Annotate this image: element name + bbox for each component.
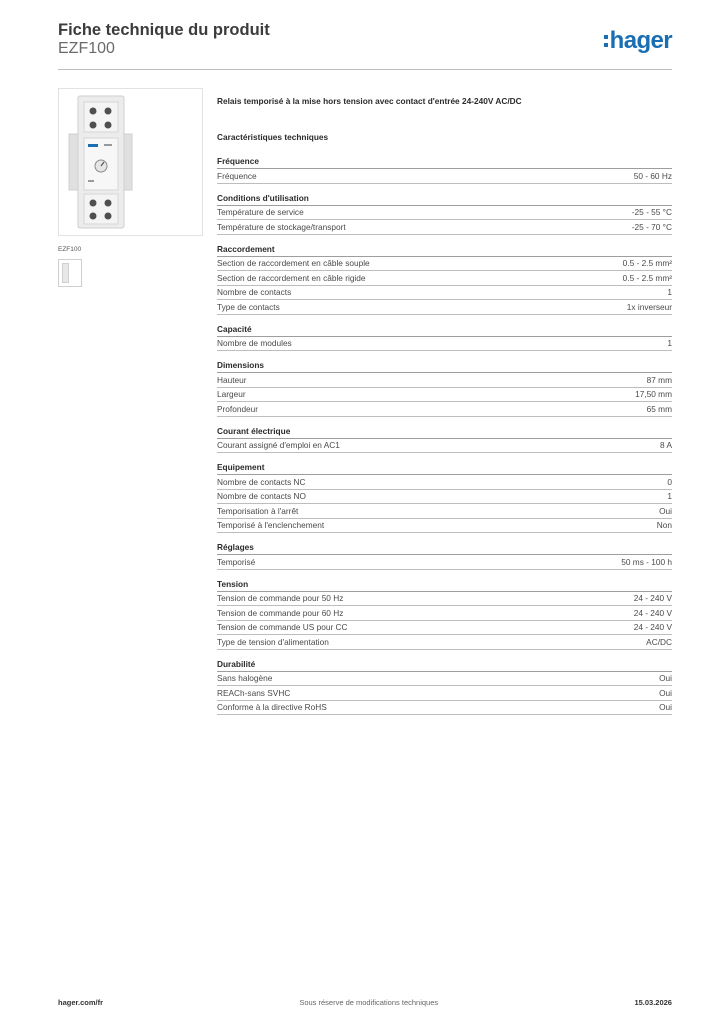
spec-row <box>217 701 672 716</box>
page-footer <box>58 998 672 1007</box>
spec-value: 1 <box>667 287 672 298</box>
spec-label: Nombre de contacts <box>217 287 292 298</box>
spec-row <box>217 206 672 221</box>
spec-value: 0.5 - 2.5 mm² <box>622 272 672 283</box>
logo-colon-icon <box>604 35 608 47</box>
spec-value: 1x inverseur <box>626 301 672 312</box>
spec-value: 24 - 240 V <box>633 607 672 618</box>
spec-row <box>217 606 672 621</box>
spec-label: Température de stockage/transport <box>217 221 346 232</box>
spec-label: Température de service <box>217 207 304 218</box>
product-image-column <box>58 88 201 287</box>
spec-value: 1 <box>667 491 672 502</box>
image-thumbnail[interactable] <box>58 259 82 287</box>
section-title: Equipement <box>217 462 672 475</box>
section-title: Courant électrique <box>217 426 672 439</box>
footer-date: 15.03.2026 <box>634 998 672 1007</box>
spec-label: Profondeur <box>217 403 259 414</box>
spec-label: Hauteur <box>217 374 247 385</box>
spec-value: Oui <box>659 505 672 516</box>
spec-label: Type de tension d'alimentation <box>217 636 329 647</box>
spec-value: 17,50 mm <box>635 389 672 400</box>
spec-label: Fréquence <box>217 170 257 181</box>
footer-website[interactable]: hager.com/fr <box>58 998 104 1007</box>
spec-label: REACh-sans SVHC <box>217 687 291 698</box>
spec-label: Temporisation à l'arrêt <box>217 505 299 516</box>
spec-section <box>217 542 672 570</box>
spec-row <box>217 686 672 701</box>
spec-value: Non <box>656 520 672 531</box>
section-title: Réglages <box>217 542 672 555</box>
spec-row <box>217 257 672 272</box>
spec-value: Oui <box>659 687 672 698</box>
spec-section <box>217 244 672 315</box>
spec-row <box>217 402 672 417</box>
spec-row <box>217 271 672 286</box>
spec-label: Conforme à la directive RoHS <box>217 702 327 713</box>
product-image[interactable] <box>58 88 203 236</box>
hager-logo <box>604 27 672 55</box>
spec-label: Nombre de modules <box>217 338 292 349</box>
spec-value: 87 mm <box>646 374 672 385</box>
section-title: Fréquence <box>217 156 672 169</box>
spec-label: Nombre de contacts NO <box>217 491 306 502</box>
spec-value: 50 - 60 Hz <box>633 170 672 181</box>
spec-label: Largeur <box>217 389 246 400</box>
spec-label: Courant assigné d'emploi en AC1 <box>217 440 340 451</box>
spec-label: Tension de commande pour 60 Hz <box>217 607 344 618</box>
spec-value: 8 A <box>660 440 672 451</box>
spec-row <box>217 635 672 650</box>
spec-label: Temporisé <box>217 556 256 567</box>
image-caption: EZF100 <box>58 246 82 253</box>
spec-section <box>217 426 672 454</box>
technical-characteristics-title: Caractéristiques techniques <box>217 132 329 142</box>
spec-row <box>217 169 672 184</box>
spec-row <box>217 439 672 454</box>
product-description: Relais temporisé à la mise hors tension avec contact d'entrée 24-240V AC/DC <box>217 96 522 106</box>
spec-section <box>217 579 672 650</box>
spec-row <box>217 373 672 388</box>
spec-row <box>217 337 672 352</box>
specifications <box>217 96 672 724</box>
spec-row <box>217 504 672 519</box>
section-title: Dimensions <box>217 360 672 373</box>
section-title: Conditions d'utilisation <box>217 193 672 206</box>
spec-value: 1 <box>667 338 672 349</box>
spec-row <box>217 490 672 505</box>
spec-label: Section de raccordement en câble rigide <box>217 272 366 283</box>
spec-row <box>217 300 672 315</box>
spec-label: Tension de commande pour 50 Hz <box>217 593 344 604</box>
relay-module-icon <box>64 94 139 230</box>
spec-value: 65 mm <box>646 403 672 414</box>
spec-section <box>217 193 672 235</box>
spec-label: Temporisé à l'enclenchement <box>217 520 325 531</box>
spec-label: Nombre de contacts NC <box>217 476 306 487</box>
spec-section <box>217 462 672 533</box>
thumbnail-preview <box>62 263 69 283</box>
section-title: Raccordement <box>217 244 672 257</box>
spec-label: Type de contacts <box>217 301 280 312</box>
spec-label: Sans halogène <box>217 673 273 684</box>
spec-value: 24 - 240 V <box>633 593 672 604</box>
spec-row <box>217 592 672 607</box>
logo-text: hager <box>609 27 672 54</box>
spec-section <box>217 360 672 417</box>
spec-label: Tension de commande US pour CC <box>217 622 348 633</box>
page-header <box>58 20 672 70</box>
spec-row <box>217 286 672 301</box>
spec-value: 50 ms - 100 h <box>621 556 672 567</box>
spec-row <box>217 220 672 235</box>
spec-value: Oui <box>659 702 672 713</box>
spec-value: -25 - 70 °C <box>631 221 672 232</box>
spec-section <box>217 156 672 184</box>
spec-row <box>217 475 672 490</box>
section-title: Tension <box>217 579 672 592</box>
spec-value: -25 - 55 °C <box>631 207 672 218</box>
product-code: EZF100 <box>58 40 115 57</box>
section-title: Capacité <box>217 324 672 337</box>
section-title: Durabilité <box>217 659 672 672</box>
spec-value: Oui <box>659 673 672 684</box>
spec-section <box>217 324 672 352</box>
spec-value: 0.5 - 2.5 mm² <box>622 258 672 269</box>
spec-value: AC/DC <box>646 636 672 647</box>
spec-row <box>217 555 672 570</box>
spec-row <box>217 519 672 534</box>
footer-disclaimer: Sous réserve de modifications techniques <box>299 998 439 1007</box>
spec-value: 24 - 240 V <box>633 622 672 633</box>
spec-label: Section de raccordement en câble souple <box>217 258 370 269</box>
page-title: Fiche technique du produit <box>58 21 270 39</box>
spec-row <box>217 621 672 636</box>
spec-sections <box>217 156 672 715</box>
spec-section <box>217 659 672 716</box>
spec-value: 0 <box>667 476 672 487</box>
spec-row <box>217 672 672 687</box>
spec-row <box>217 388 672 403</box>
